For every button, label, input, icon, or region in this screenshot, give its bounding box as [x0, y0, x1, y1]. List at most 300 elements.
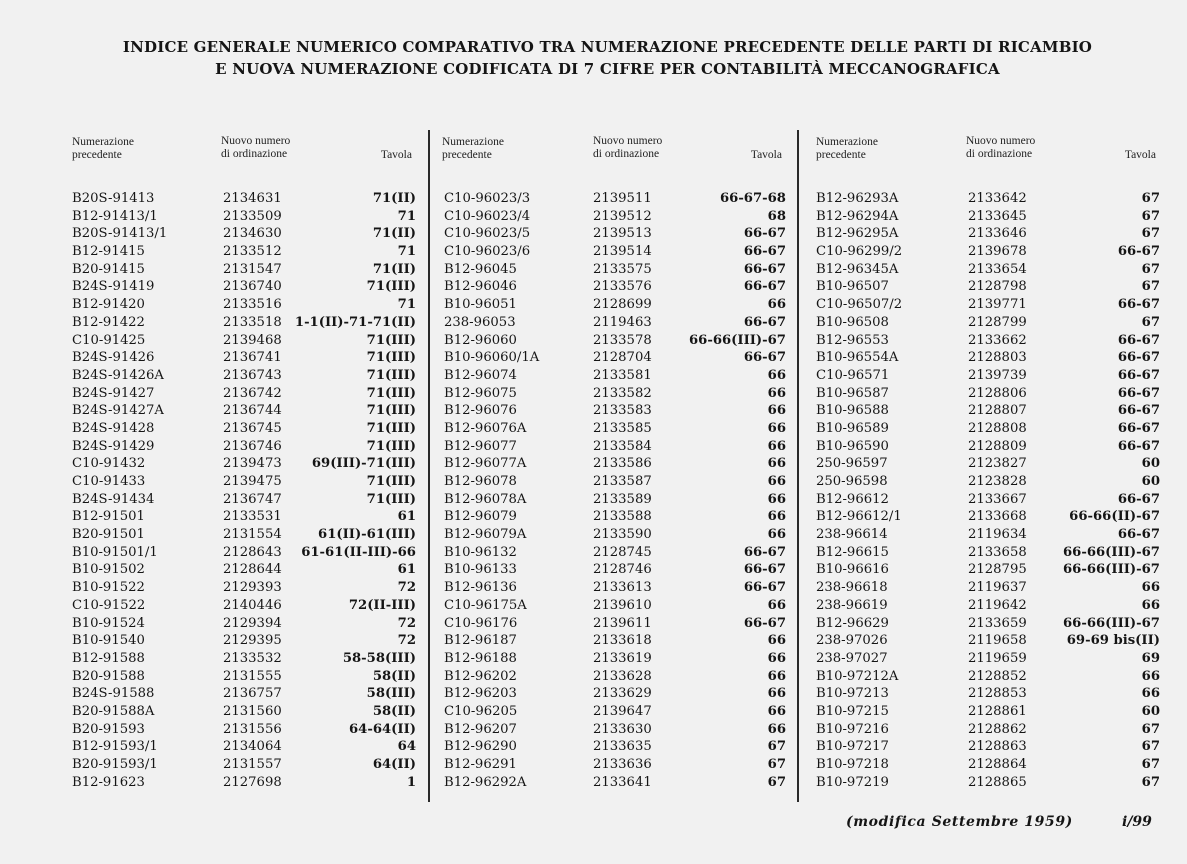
table-ref: 71(III)	[366, 403, 416, 419]
previous-number: B24S-91426	[72, 350, 155, 366]
new-order-number: 2128699	[593, 297, 652, 313]
new-order-number: 2133613	[593, 580, 652, 596]
table-ref: 66-67	[1117, 491, 1160, 507]
table-ref: 71(III)	[366, 420, 416, 436]
previous-number: 238-97027	[816, 650, 888, 666]
new-order-number: 2139514	[593, 244, 652, 260]
table-ref: 67	[767, 739, 786, 755]
new-order-number: 2133658	[968, 544, 1027, 560]
previous-number: B10-96060/1A	[444, 350, 540, 366]
table-row	[816, 402, 1160, 420]
table-ref: 66	[767, 456, 786, 472]
table-ref: 66-66(III)-67	[1063, 615, 1160, 631]
table-ref: 66-67	[743, 279, 786, 295]
index-rows	[442, 190, 786, 791]
table-row	[72, 597, 416, 615]
table-ref: 66	[767, 721, 786, 737]
table-ref: 72(II-III)	[348, 597, 416, 613]
previous-number: B12-96291	[444, 757, 517, 772]
table-row	[442, 561, 786, 579]
table-ref: 68	[767, 208, 786, 224]
table-ref: 69(III)-71(III)	[311, 456, 416, 472]
page-number: i/99	[1122, 814, 1152, 830]
new-order-number: 2134064	[223, 739, 282, 755]
previous-number: B12-96079	[444, 509, 517, 525]
previous-number: C10-91522	[72, 597, 146, 613]
table-ref: 67	[1141, 314, 1160, 330]
table-ref: 66	[767, 403, 786, 419]
previous-number: B24S-91426A	[72, 367, 164, 383]
table-row	[72, 349, 416, 367]
table-row	[816, 420, 1160, 438]
table-ref: 66	[767, 367, 786, 383]
new-order-number: 2128863	[968, 739, 1027, 755]
previous-number: B24S-91427A	[72, 403, 164, 419]
previous-number: B10-97216	[816, 721, 889, 737]
table-ref: 66-67	[1117, 332, 1160, 348]
table-row	[816, 296, 1160, 314]
new-order-number: 2123827	[968, 456, 1027, 472]
table-ref: 66	[767, 650, 786, 666]
table-ref: 66-67	[743, 615, 786, 631]
table-row	[72, 314, 416, 332]
new-order-number: 2136757	[223, 686, 282, 702]
new-order-number: 2128853	[968, 686, 1027, 702]
table-ref: 58(II)	[372, 668, 416, 684]
new-order-number: 2128798	[968, 279, 1027, 295]
table-ref: 66	[767, 703, 786, 719]
table-row	[442, 632, 786, 650]
table-ref: 66-67	[743, 350, 786, 366]
new-order-number: 2128795	[968, 562, 1027, 578]
previous-number: B12-96203	[444, 686, 517, 702]
table-row	[442, 491, 786, 509]
index-rows	[72, 190, 416, 791]
new-order-number: 2128809	[968, 438, 1027, 454]
table-ref: 66-67-68	[719, 191, 786, 206]
header-table-ref: Tavola	[1124, 149, 1156, 161]
previous-number: B12-96046	[444, 279, 517, 295]
table-ref: 60	[1141, 703, 1160, 719]
table-row	[72, 668, 416, 686]
previous-number: B12-96188	[444, 650, 517, 666]
table-row	[72, 561, 416, 579]
table-row	[816, 703, 1160, 721]
previous-number: B10-91522	[72, 580, 145, 596]
table-ref: 66	[767, 597, 786, 613]
new-order-number: 2136746	[223, 438, 282, 454]
new-order-number: 2133512	[223, 244, 282, 260]
table-ref: 66-67	[743, 244, 786, 260]
previous-number: C10-96507/2	[816, 297, 903, 313]
previous-number: C10-91425	[72, 332, 146, 348]
previous-number: B20S-91413/1	[72, 226, 168, 242]
table-ref: 66-67	[743, 580, 786, 596]
table-row	[816, 685, 1160, 703]
table-ref: 66-67	[743, 544, 786, 560]
table-row	[72, 615, 416, 633]
previous-number: B12-96612/1	[816, 509, 902, 525]
table-row	[816, 332, 1160, 350]
table-ref: 71(II)	[372, 191, 416, 206]
new-order-number: 2127698	[223, 774, 282, 790]
table-row	[442, 332, 786, 350]
table-row	[72, 225, 416, 243]
table-row	[442, 190, 786, 208]
table-ref: 66	[767, 686, 786, 702]
previous-number: 238-96618	[816, 580, 888, 596]
column-header	[816, 132, 1160, 172]
new-order-number: 2133509	[223, 208, 282, 224]
new-order-number: 2139475	[223, 474, 282, 489]
table-row	[816, 208, 1160, 226]
previous-number: 238-96053	[444, 314, 516, 330]
table-ref: 67	[1141, 226, 1160, 242]
new-order-number: 2128643	[223, 544, 282, 560]
table-ref: 66	[767, 491, 786, 507]
previous-number: B10-96507	[816, 279, 889, 295]
new-order-number: 2133619	[593, 650, 652, 666]
table-row	[816, 597, 1160, 615]
table-row	[72, 402, 416, 420]
table-row	[816, 385, 1160, 403]
new-order-number: 2133618	[593, 633, 652, 649]
table-row	[72, 685, 416, 703]
new-order-number: 2133636	[593, 757, 652, 772]
table-ref: 72	[397, 633, 416, 649]
new-order-number: 2136744	[223, 403, 282, 419]
new-order-number: 2139611	[593, 615, 652, 631]
new-order-number: 2119642	[968, 597, 1027, 613]
new-order-number: 2133628	[593, 668, 652, 684]
table-ref: 67	[767, 757, 786, 772]
table-row	[816, 367, 1160, 385]
table-row	[72, 756, 416, 774]
table-row	[816, 615, 1160, 633]
table-row	[816, 721, 1160, 739]
new-order-number: 2131554	[223, 527, 282, 543]
table-ref: 67	[1141, 191, 1160, 206]
previous-number: B12-96075	[444, 385, 517, 401]
table-row	[72, 385, 416, 403]
table-ref: 69-69 bis(II)	[1066, 633, 1160, 649]
previous-number: B24S-91588	[72, 686, 155, 702]
table-row	[442, 296, 786, 314]
new-order-number: 2128644	[223, 562, 282, 578]
previous-number: B12-96079A	[444, 527, 527, 543]
new-order-number: 2128865	[968, 774, 1027, 790]
table-row	[816, 738, 1160, 756]
previous-number: B10-96508	[816, 314, 889, 330]
table-ref: 66	[1141, 580, 1160, 596]
table-row	[816, 438, 1160, 456]
table-row	[442, 208, 786, 226]
new-order-number: 2139513	[593, 226, 652, 242]
new-order-number: 2133641	[593, 774, 652, 790]
table-row	[442, 774, 786, 792]
previous-number: C10-96571	[816, 367, 890, 383]
table-ref: 61(II)-61(III)	[318, 527, 416, 543]
header-new-order-number: Nuovo numero di ordinazione	[966, 135, 1036, 160]
column-header	[72, 132, 416, 172]
table-row	[442, 615, 786, 633]
previous-number: B10-96587	[816, 385, 889, 401]
table-row	[72, 208, 416, 226]
previous-number: B10-91502	[72, 562, 145, 578]
new-order-number: 2136743	[223, 367, 282, 383]
table-ref: 66-67	[1117, 367, 1160, 383]
previous-number: 238-96614	[816, 527, 888, 543]
previous-number: B24S-91419	[72, 279, 155, 295]
index-column-1	[72, 132, 416, 802]
table-ref: 66	[767, 633, 786, 649]
previous-number: B12-96076A	[444, 420, 527, 436]
new-order-number: 2139647	[593, 703, 652, 719]
new-order-number: 2139610	[593, 597, 652, 613]
table-ref: 66-67	[743, 314, 786, 330]
table-row	[816, 579, 1160, 597]
table-row	[72, 774, 416, 792]
new-order-number: 2128852	[968, 668, 1027, 684]
header-previous-number: Numerazione precedente	[72, 136, 134, 161]
table-ref: 66-67	[1117, 350, 1160, 366]
table-ref: 66	[1141, 686, 1160, 702]
previous-number: C10-96176	[444, 615, 518, 631]
table-ref: 61	[397, 562, 416, 578]
table-row	[72, 473, 416, 491]
previous-number: C10-96023/5	[444, 226, 531, 242]
table-row	[442, 738, 786, 756]
table-row	[442, 756, 786, 774]
table-row	[442, 650, 786, 668]
previous-number: B10-96132	[444, 544, 517, 560]
previous-number: B20-91501	[72, 527, 145, 543]
table-row	[442, 243, 786, 261]
table-ref: 71(III)	[366, 474, 416, 489]
table-ref: 64-64(II)	[349, 721, 416, 737]
table-ref: 72	[397, 615, 416, 631]
new-order-number: 2133668	[968, 509, 1027, 525]
new-order-number: 2133585	[593, 420, 652, 436]
previous-number: B10-97217	[816, 739, 889, 755]
table-ref: 66	[767, 420, 786, 436]
new-order-number: 2119463	[593, 314, 652, 330]
table-row	[72, 438, 416, 456]
table-row	[442, 385, 786, 403]
previous-number: B20-91593	[72, 721, 145, 737]
new-order-number: 2133575	[593, 261, 652, 277]
table-row	[72, 491, 416, 509]
table-ref: 66	[1141, 597, 1160, 613]
table-row	[72, 703, 416, 721]
new-order-number: 2133654	[968, 261, 1027, 277]
previous-number: B20-91588	[72, 668, 145, 684]
new-order-number: 2139739	[968, 367, 1027, 383]
table-ref: 61	[397, 509, 416, 525]
new-order-number: 2133586	[593, 456, 652, 472]
new-order-number: 2139468	[223, 332, 282, 348]
new-order-number: 2128799	[968, 314, 1027, 330]
table-row	[442, 579, 786, 597]
table-ref: 66	[767, 509, 786, 525]
previous-number: B12-96077A	[444, 456, 527, 472]
table-ref: 66-67	[1117, 438, 1160, 454]
new-order-number: 2133581	[593, 367, 652, 383]
table-row	[72, 243, 416, 261]
table-row	[816, 561, 1160, 579]
previous-number: B10-96051	[444, 297, 517, 313]
previous-number: B10-96589	[816, 420, 889, 436]
previous-number: C10-91433	[72, 474, 146, 489]
table-row	[442, 278, 786, 296]
table-ref: 67	[1141, 208, 1160, 224]
new-order-number: 2136741	[223, 350, 282, 366]
table-ref: 66	[767, 297, 786, 313]
new-order-number: 2133589	[593, 491, 652, 507]
previous-number: B12-91501	[72, 509, 145, 525]
new-order-number: 2119658	[968, 633, 1027, 649]
table-row	[442, 225, 786, 243]
previous-number: B10-96590	[816, 438, 889, 454]
index-rows	[816, 190, 1160, 791]
previous-number: B10-97219	[816, 774, 889, 790]
table-ref: 64(II)	[372, 757, 416, 772]
previous-number: B10-91540	[72, 633, 145, 649]
previous-number: C10-96205	[444, 703, 518, 719]
new-order-number: 2133583	[593, 403, 652, 419]
table-row	[816, 473, 1160, 491]
table-ref: 60	[1141, 456, 1160, 472]
table-row	[442, 685, 786, 703]
header-previous-number: Numerazione precedente	[442, 136, 504, 161]
previous-number: B10-96133	[444, 562, 517, 578]
new-order-number: 2133590	[593, 527, 652, 543]
new-order-number: 2128803	[968, 350, 1027, 366]
previous-number: B10-97218	[816, 757, 889, 772]
new-order-number: 2139473	[223, 456, 282, 472]
table-row	[442, 473, 786, 491]
table-row	[816, 349, 1160, 367]
previous-number: B12-96290	[444, 739, 517, 755]
table-row	[72, 632, 416, 650]
new-order-number: 2133587	[593, 474, 652, 489]
new-order-number: 2134631	[223, 191, 282, 206]
table-row	[442, 314, 786, 332]
previous-number: B12-91413/1	[72, 208, 158, 224]
table-row	[442, 438, 786, 456]
table-row	[442, 526, 786, 544]
new-order-number: 2133629	[593, 686, 652, 702]
new-order-number: 2133645	[968, 208, 1027, 224]
previous-number: B24S-91428	[72, 420, 155, 436]
table-ref: 66	[767, 385, 786, 401]
table-row	[816, 526, 1160, 544]
table-row	[816, 544, 1160, 562]
new-order-number: 2123828	[968, 474, 1027, 489]
new-order-number: 2139771	[968, 297, 1027, 313]
previous-number: B10-96588	[816, 403, 889, 419]
new-order-number: 2140446	[223, 597, 282, 613]
new-order-number: 2133667	[968, 491, 1027, 507]
new-order-number: 2128745	[593, 544, 652, 560]
table-ref: 71(III)	[366, 438, 416, 454]
table-ref: 72	[397, 580, 416, 596]
table-row	[72, 544, 416, 562]
table-row	[442, 349, 786, 367]
new-order-number: 2119659	[968, 650, 1027, 666]
previous-number: B12-91593/1	[72, 739, 158, 755]
table-row	[816, 278, 1160, 296]
table-row	[72, 278, 416, 296]
previous-number: B10-91501/1	[72, 544, 158, 560]
index-column-3	[816, 132, 1160, 802]
table-ref: 71(II)	[372, 261, 416, 277]
previous-number: B12-96187	[444, 633, 517, 649]
new-order-number: 2129395	[223, 633, 282, 649]
new-order-number: 2136747	[223, 491, 282, 507]
previous-number: B12-96202	[444, 668, 517, 684]
previous-number: B10-96554A	[816, 350, 899, 366]
table-row	[816, 455, 1160, 473]
previous-number: B20-91415	[72, 261, 145, 277]
new-order-number: 2128864	[968, 757, 1027, 772]
table-ref: 67	[1141, 757, 1160, 772]
previous-number: B10-97212A	[816, 668, 899, 684]
previous-number: 238-97026	[816, 633, 888, 649]
header-new-order-number: Nuovo numero di ordinazione	[221, 135, 291, 160]
table-row	[442, 544, 786, 562]
new-order-number: 2139512	[593, 208, 652, 224]
previous-number: 250-96598	[816, 474, 888, 489]
previous-number: C10-96023/3	[444, 191, 531, 206]
new-order-number: 2131560	[223, 703, 282, 719]
table-ref: 71(III)	[366, 491, 416, 507]
table-row	[442, 508, 786, 526]
table-ref: 66-66(III)-67	[689, 332, 786, 348]
previous-number: 250-96597	[816, 456, 888, 472]
previous-number: C10-96023/4	[444, 208, 531, 224]
table-row	[72, 650, 416, 668]
new-order-number: 2133588	[593, 509, 652, 525]
previous-number: B24S-91427	[72, 385, 155, 401]
previous-number: B12-96345A	[816, 261, 899, 277]
previous-number: B12-96074	[444, 367, 517, 383]
table-ref: 66-66(II)-67	[1069, 509, 1160, 525]
table-ref: 66-67	[1117, 420, 1160, 436]
new-order-number: 2133582	[593, 385, 652, 401]
table-row	[72, 738, 416, 756]
table-row	[72, 508, 416, 526]
table-ref: 61-61(II-III)-66	[301, 544, 416, 560]
new-order-number: 2131547	[223, 261, 282, 277]
new-order-number: 2128806	[968, 385, 1027, 401]
table-row	[72, 190, 416, 208]
table-row	[442, 420, 786, 438]
table-ref: 66-66(III)-67	[1063, 544, 1160, 560]
table-ref: 66-67	[1117, 297, 1160, 313]
table-row	[816, 225, 1160, 243]
new-order-number: 2133646	[968, 226, 1027, 242]
table-row	[816, 632, 1160, 650]
new-order-number: 2128808	[968, 420, 1027, 436]
table-row	[72, 526, 416, 544]
previous-number: B12-96136	[444, 580, 517, 596]
new-order-number: 2129394	[223, 615, 282, 631]
table-row	[816, 314, 1160, 332]
new-order-number: 2139678	[968, 244, 1027, 260]
new-order-number: 2133576	[593, 279, 652, 295]
previous-number: B12-91422	[72, 314, 145, 330]
